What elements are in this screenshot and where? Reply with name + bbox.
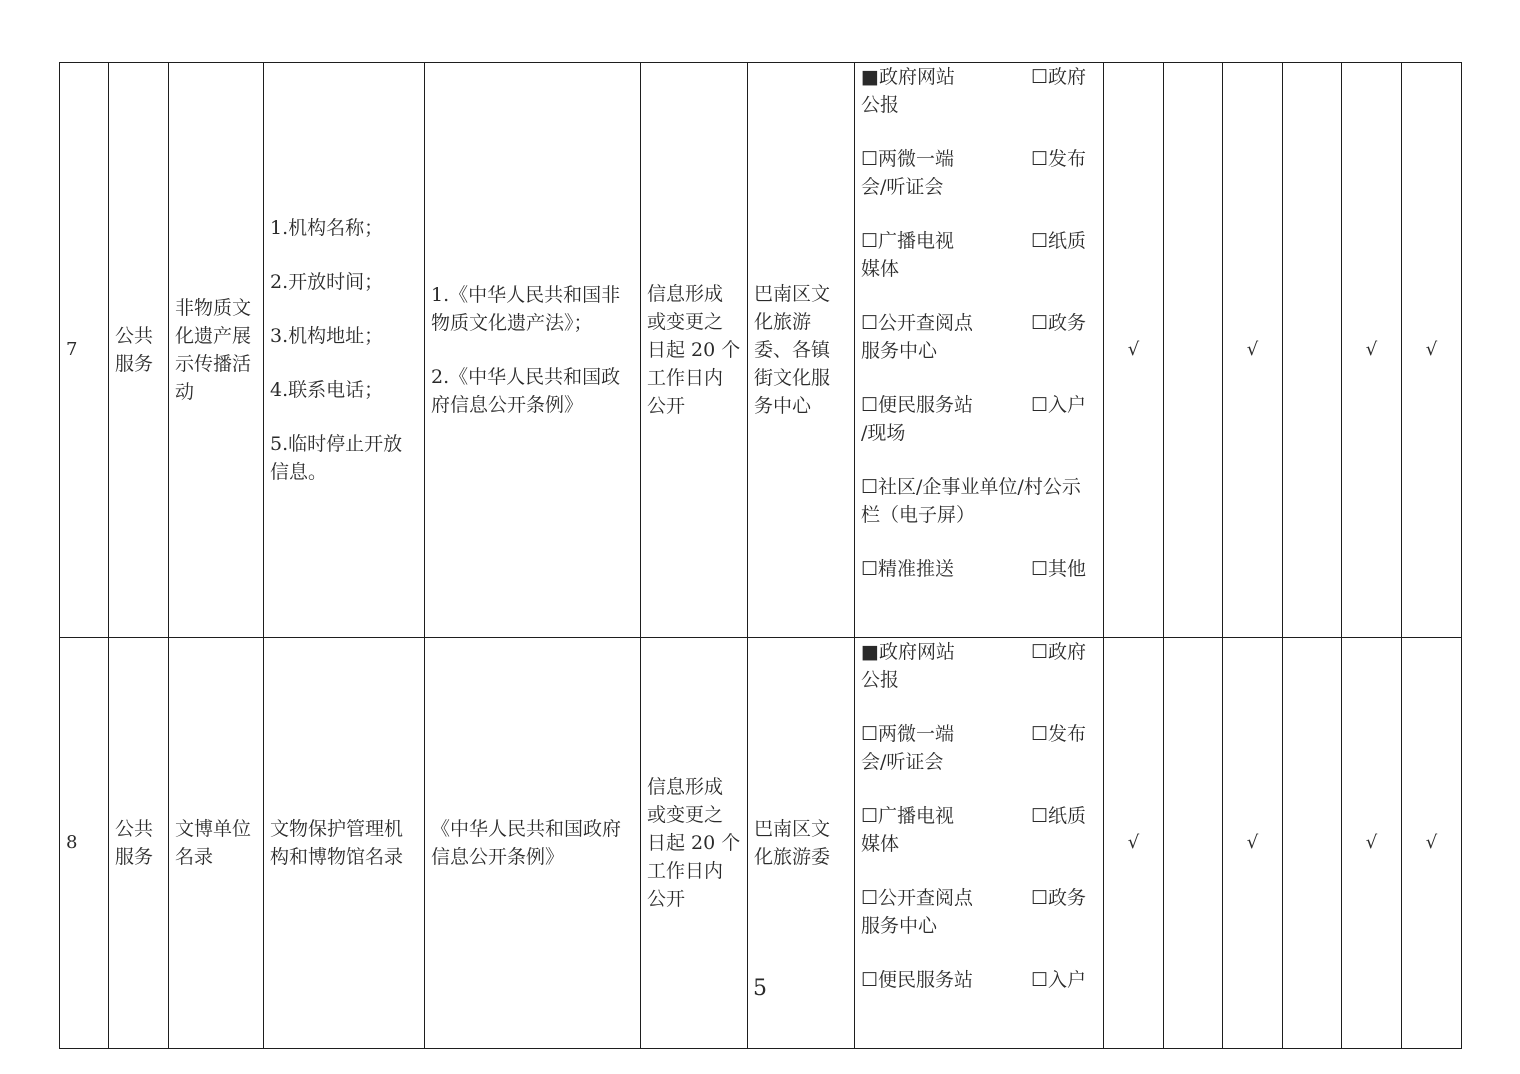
channel-label: ☐广播电视	[861, 805, 955, 827]
channel-option	[861, 638, 1097, 720]
channel-label: ■政府网站	[861, 66, 955, 88]
channel-label: ☐入户	[1031, 394, 1087, 416]
check-cell: √	[1223, 638, 1283, 1049]
time-limit-cell: 信息形成或变更之日起 20 个工作日内公开	[641, 638, 748, 1049]
channel-label: ☐政务	[1031, 887, 1087, 909]
channel-option	[861, 802, 1097, 884]
channel-option	[861, 555, 1097, 637]
channel-label: ☐公开查阅点	[861, 312, 974, 334]
channel-label: ☐纸质	[1031, 230, 1087, 252]
page-number: 5	[753, 976, 767, 1001]
item-cell: 非物质文化遗产展示传播活动	[169, 63, 264, 638]
check-cell: √	[1104, 638, 1164, 1049]
channel-option	[861, 227, 1097, 309]
channel-label: ☐入户	[1031, 969, 1087, 991]
check-cell	[1283, 63, 1342, 638]
content-line: 2.开放时间；	[270, 271, 384, 293]
subject-cell: 巴南区文化旅游委、各镇街文化服务中心	[748, 63, 855, 638]
basis-line: 1.《中华人民共和国非物质文化遗产法》；	[431, 284, 621, 334]
content-line: 1.机构名称；	[270, 217, 384, 239]
channel-label-continued: 会/听证会	[861, 176, 944, 198]
item-cell: 文博单位名录	[169, 638, 264, 1049]
content-line: 4.联系电话；	[270, 379, 384, 401]
channel-label-continued: 会/听证会	[861, 751, 944, 773]
content-cell	[264, 63, 425, 638]
channel-label: ☐公开查阅点	[861, 887, 974, 909]
channel-label: ☐便民服务站	[861, 394, 974, 416]
check-cell: √	[1104, 63, 1164, 638]
channel-label: ☐广播电视	[861, 230, 955, 252]
channel-option	[861, 63, 1097, 145]
channel-label: ☐两微一端	[861, 723, 955, 745]
channel-label: ☐两微一端	[861, 148, 955, 170]
channel-label: ☐纸质	[1031, 805, 1087, 827]
channel-label: ☐政务	[1031, 312, 1087, 334]
channel-label-continued: 媒体	[861, 258, 900, 280]
channel-option	[861, 145, 1097, 227]
basis-line: 2.《中华人民共和国政府信息公开条例》	[431, 366, 621, 416]
basis-cell	[425, 63, 641, 638]
channel-label: ☐其他	[1031, 558, 1087, 580]
channel-option	[861, 391, 1097, 473]
content-line: 3.机构地址；	[270, 325, 384, 347]
channel-label: ■政府网站	[861, 641, 955, 663]
content-line: 5.临时停止开放信息。	[270, 433, 403, 483]
channel-option	[861, 884, 1097, 966]
channel-label-continued: 媒体	[861, 833, 900, 855]
check-cell	[1164, 63, 1223, 638]
category-cell: 公共服务	[109, 63, 169, 638]
channel-option	[861, 309, 1097, 391]
channel-label: ☐政府	[1031, 641, 1087, 663]
channel-label: ☐精准推送	[861, 558, 955, 580]
channel-label: ☐政府	[1031, 66, 1087, 88]
disclosure-table	[59, 62, 1462, 1049]
channel-option	[861, 473, 1097, 555]
channel-label-continued: 公报	[861, 94, 900, 116]
channel-label-continued: /现场	[861, 422, 906, 444]
channels-cell	[855, 63, 1104, 638]
channel-label-continued: 服务中心	[861, 915, 938, 937]
check-cell: √	[1342, 638, 1402, 1049]
check-cell: √	[1402, 63, 1462, 638]
channel-label-continued: 公报	[861, 669, 900, 691]
check-cell: √	[1223, 63, 1283, 638]
channel-option	[861, 720, 1097, 802]
check-cell: √	[1402, 638, 1462, 1049]
table-row	[60, 63, 1462, 638]
row-number: 8	[60, 638, 109, 1049]
channel-label-continued: 服务中心	[861, 340, 938, 362]
channel-label: ☐发布	[1031, 723, 1087, 745]
category-cell: 公共服务	[109, 638, 169, 1049]
basis-line: 《中华人民共和国政府信息公开条例》	[431, 818, 622, 868]
channel-label: ☐发布	[1031, 148, 1087, 170]
channel-label: ☐便民服务站	[861, 969, 974, 991]
content-line: 文物保护管理机构和博物馆名录	[270, 818, 404, 868]
channel-label: ☐社区/企事业单位/村公示栏（电子屏）	[861, 476, 1081, 526]
time-limit-cell: 信息形成或变更之日起 20 个工作日内公开	[641, 63, 748, 638]
check-cell: √	[1342, 63, 1402, 638]
row-number: 7	[60, 63, 109, 638]
subject-cell: 巴南区文化旅游委	[748, 638, 855, 1049]
